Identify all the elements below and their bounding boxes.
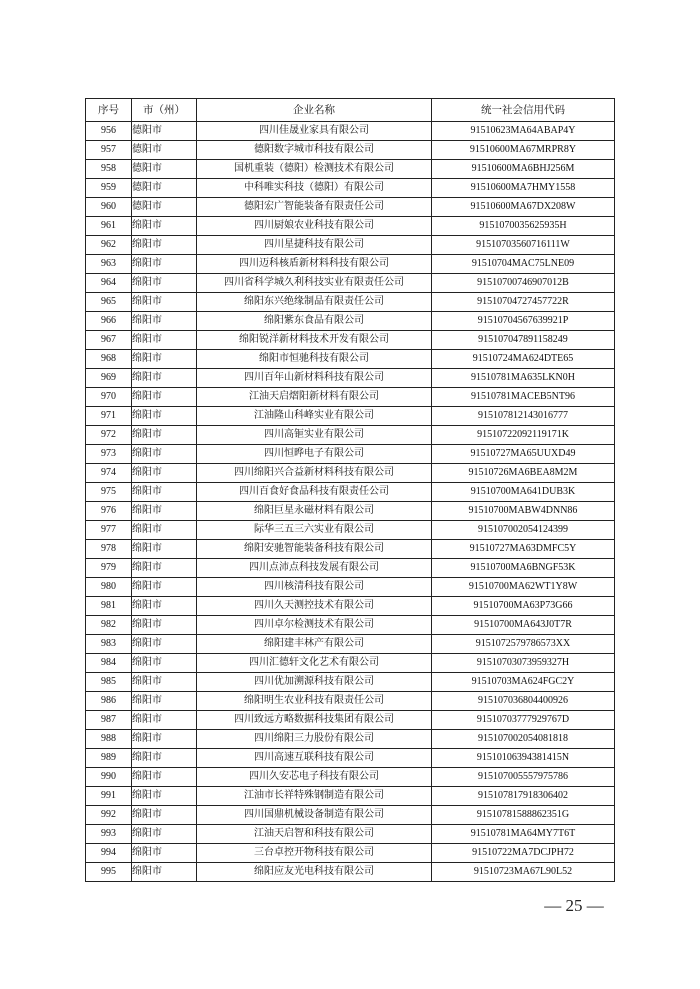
row-city: 绵阳市 [132, 274, 197, 293]
row-city: 绵阳市 [132, 502, 197, 521]
row-credit-code: 91510700MA6BNGF53K [432, 559, 615, 578]
row-city: 绵阳市 [132, 806, 197, 825]
row-city: 绵阳市 [132, 331, 197, 350]
table-row [86, 616, 615, 635]
row-company-name: 德阳宏广智能装备有限责任公司 [197, 198, 432, 217]
header-row [86, 99, 615, 122]
row-city: 德阳市 [132, 160, 197, 179]
header-credit-code: 统一社会信用代码 [432, 99, 615, 122]
table-header [86, 99, 615, 122]
row-company-name: 国机重装（德阳）检测技术有限公司 [197, 160, 432, 179]
header-company-name: 企业名称 [197, 99, 432, 122]
row-seq: 968 [86, 350, 132, 369]
table-row [86, 825, 615, 844]
table-row [86, 749, 615, 768]
table-row [86, 597, 615, 616]
row-seq: 956 [86, 122, 132, 141]
table-row [86, 464, 615, 483]
row-credit-code: 91510727MA63DMFC5Y [432, 540, 615, 559]
table-row [86, 388, 615, 407]
row-company-name: 四川高钷实业有限公司 [197, 426, 432, 445]
row-company-name: 绵阳巨星永磁材料有限公司 [197, 502, 432, 521]
row-company-name: 绵阳建丰林产有限公司 [197, 635, 432, 654]
row-credit-code: 91510703073959327H [432, 654, 615, 673]
row-seq: 992 [86, 806, 132, 825]
row-credit-code: 915107002054081818 [432, 730, 615, 749]
table-row [86, 160, 615, 179]
row-company-name: 四川佳晟业家具有限公司 [197, 122, 432, 141]
row-credit-code: 91510600MA67MRPR8Y [432, 141, 615, 160]
row-seq: 977 [86, 521, 132, 540]
table-row [86, 844, 615, 863]
row-credit-code: 91510703MA624FGC2Y [432, 673, 615, 692]
table-row [86, 293, 615, 312]
row-company-name: 四川核清科技有限公司 [197, 578, 432, 597]
row-city: 绵阳市 [132, 312, 197, 331]
row-seq: 966 [86, 312, 132, 331]
row-seq: 974 [86, 464, 132, 483]
table-row [86, 540, 615, 559]
row-company-name: 江油天启熠阳新材料有限公司 [197, 388, 432, 407]
row-credit-code: 915107036804400926 [432, 692, 615, 711]
row-seq: 973 [86, 445, 132, 464]
row-company-name: 德阳数字城市科技有限公司 [197, 141, 432, 160]
row-seq: 972 [86, 426, 132, 445]
row-city: 绵阳市 [132, 635, 197, 654]
row-city: 绵阳市 [132, 578, 197, 597]
table-row [86, 768, 615, 787]
row-seq: 963 [86, 255, 132, 274]
row-company-name: 三台卓控开物科技有限公司 [197, 844, 432, 863]
row-city: 德阳市 [132, 141, 197, 160]
row-credit-code: 915107812143016777 [432, 407, 615, 426]
table-row [86, 787, 615, 806]
table-row [86, 559, 615, 578]
table-row [86, 483, 615, 502]
row-seq: 984 [86, 654, 132, 673]
row-city: 绵阳市 [132, 350, 197, 369]
row-seq: 960 [86, 198, 132, 217]
enterprise-table [85, 98, 615, 882]
row-city: 德阳市 [132, 198, 197, 217]
row-credit-code: 91510722092119171K [432, 426, 615, 445]
row-company-name: 四川久天测控技术有限公司 [197, 597, 432, 616]
table-row [86, 426, 615, 445]
row-seq: 979 [86, 559, 132, 578]
row-company-name: 四川国鼎机械设备制造有限公司 [197, 806, 432, 825]
row-credit-code: 915107002054124399 [432, 521, 615, 540]
table-row [86, 654, 615, 673]
header-city: 市（州） [132, 99, 197, 122]
row-company-name: 际华三五三六实业有限公司 [197, 521, 432, 540]
table-row [86, 673, 615, 692]
row-city: 绵阳市 [132, 768, 197, 787]
row-city: 绵阳市 [132, 464, 197, 483]
row-city: 绵阳市 [132, 597, 197, 616]
row-company-name: 四川卓尔检测技术有限公司 [197, 616, 432, 635]
row-company-name: 江油市长祥特殊钢制造有限公司 [197, 787, 432, 806]
row-seq: 957 [86, 141, 132, 160]
row-seq: 987 [86, 711, 132, 730]
row-seq: 991 [86, 787, 132, 806]
table-row [86, 274, 615, 293]
table-row [86, 730, 615, 749]
table-row [86, 711, 615, 730]
row-seq: 982 [86, 616, 132, 635]
row-credit-code: 91510726MA6BEA8M2M [432, 464, 615, 483]
table-row [86, 578, 615, 597]
row-company-name: 绵阳安驰智能装备科技有限公司 [197, 540, 432, 559]
row-company-name: 四川致远方略数据科技集团有限公司 [197, 711, 432, 730]
row-credit-code: 91510704567639921P [432, 312, 615, 331]
row-credit-code: 91510704727457722R [432, 293, 615, 312]
row-city: 绵阳市 [132, 369, 197, 388]
table-row [86, 331, 615, 350]
row-city: 绵阳市 [132, 730, 197, 749]
table-row [86, 521, 615, 540]
row-seq: 971 [86, 407, 132, 426]
row-city: 绵阳市 [132, 540, 197, 559]
table-row [86, 179, 615, 198]
row-credit-code: 9151072579786573XX [432, 635, 615, 654]
table-row [86, 407, 615, 426]
row-credit-code: 91510700MA643J0T7R [432, 616, 615, 635]
table-row [86, 312, 615, 331]
row-credit-code: 91510600MA6BHJ256M [432, 160, 615, 179]
row-city: 德阳市 [132, 122, 197, 141]
row-company-name: 四川点沛点科技发展有限公司 [197, 559, 432, 578]
row-city: 绵阳市 [132, 255, 197, 274]
row-seq: 970 [86, 388, 132, 407]
row-company-name: 四川绵阳兴合益新材料科技有限公司 [197, 464, 432, 483]
row-credit-code: 91510724MA624DTE65 [432, 350, 615, 369]
row-company-name: 江油隆山科峰实业有限公司 [197, 407, 432, 426]
row-seq: 990 [86, 768, 132, 787]
table-row [86, 369, 615, 388]
row-company-name: 四川优加溯源科技有限公司 [197, 673, 432, 692]
row-city: 绵阳市 [132, 426, 197, 445]
row-city: 绵阳市 [132, 749, 197, 768]
row-seq: 989 [86, 749, 132, 768]
row-company-name: 四川星捷科技有限公司 [197, 236, 432, 255]
row-credit-code: 9151070035625935H [432, 217, 615, 236]
row-seq: 988 [86, 730, 132, 749]
row-company-name: 四川厨娘农业科技有限公司 [197, 217, 432, 236]
row-seq: 964 [86, 274, 132, 293]
page-number: — 25 — [544, 896, 604, 915]
row-credit-code: 915107817918306402 [432, 787, 615, 806]
row-credit-code: 91510703560716111W [432, 236, 615, 255]
row-credit-code: 915107047891158249 [432, 331, 615, 350]
row-credit-code: 91510781MA64MY7T6T [432, 825, 615, 844]
row-credit-code: 91510723MA67L90L52 [432, 863, 615, 882]
table-row [86, 350, 615, 369]
table-row [86, 692, 615, 711]
row-company-name: 绵阳紫东食品有限公司 [197, 312, 432, 331]
row-credit-code: 91510781MACEB5NT96 [432, 388, 615, 407]
table-row [86, 141, 615, 160]
row-seq: 958 [86, 160, 132, 179]
row-seq: 995 [86, 863, 132, 882]
row-seq: 981 [86, 597, 132, 616]
row-city: 绵阳市 [132, 293, 197, 312]
row-credit-code: 91510623MA64ABAP4Y [432, 122, 615, 141]
row-seq: 976 [86, 502, 132, 521]
table-row [86, 236, 615, 255]
row-credit-code: 91510600MA67DX208W [432, 198, 615, 217]
row-company-name: 四川汇德轩文化艺术有限公司 [197, 654, 432, 673]
table-row [86, 255, 615, 274]
row-credit-code: 91510781588862351G [432, 806, 615, 825]
row-city: 绵阳市 [132, 825, 197, 844]
row-company-name: 四川绵阳三力股份有限公司 [197, 730, 432, 749]
row-city: 绵阳市 [132, 787, 197, 806]
row-company-name: 四川迈科核盾新材料科技有限公司 [197, 255, 432, 274]
row-seq: 965 [86, 293, 132, 312]
row-credit-code: 91510106394381415N [432, 749, 615, 768]
row-credit-code: 91510700MABW4DNN86 [432, 502, 615, 521]
row-credit-code: 91510700MA62WT1Y8W [432, 578, 615, 597]
row-seq: 986 [86, 692, 132, 711]
row-company-name: 四川久安芯电子科技有限公司 [197, 768, 432, 787]
row-company-name: 四川高速互联科技有限公司 [197, 749, 432, 768]
row-credit-code: 91510700MA63P73G66 [432, 597, 615, 616]
row-seq: 967 [86, 331, 132, 350]
row-credit-code: 91510704MAC75LNE09 [432, 255, 615, 274]
row-city: 绵阳市 [132, 654, 197, 673]
row-seq: 983 [86, 635, 132, 654]
row-credit-code: 91510703777929767D [432, 711, 615, 730]
row-city: 绵阳市 [132, 483, 197, 502]
row-company-name: 四川恒晔电子有限公司 [197, 445, 432, 464]
table-row [86, 122, 615, 141]
row-company-name: 绵阳明生农业科技有限责任公司 [197, 692, 432, 711]
row-credit-code: 91510727MA65UUXD49 [432, 445, 615, 464]
table-row [86, 502, 615, 521]
row-company-name: 四川百食好食品科技有限责任公司 [197, 483, 432, 502]
row-city: 德阳市 [132, 179, 197, 198]
table-row [86, 863, 615, 882]
row-seq: 969 [86, 369, 132, 388]
row-seq: 962 [86, 236, 132, 255]
row-seq: 975 [86, 483, 132, 502]
row-seq: 961 [86, 217, 132, 236]
row-city: 绵阳市 [132, 616, 197, 635]
table-row [86, 445, 615, 464]
row-city: 绵阳市 [132, 445, 197, 464]
header-seq: 序号 [86, 99, 132, 122]
row-city: 绵阳市 [132, 863, 197, 882]
row-seq: 978 [86, 540, 132, 559]
row-city: 绵阳市 [132, 844, 197, 863]
row-company-name: 江油天启智和科技有限公司 [197, 825, 432, 844]
row-company-name: 绵阳应友光电科技有限公司 [197, 863, 432, 882]
row-company-name: 中科唯实科技（德阳）有限公司 [197, 179, 432, 198]
row-seq: 994 [86, 844, 132, 863]
row-city: 绵阳市 [132, 711, 197, 730]
table-row [86, 217, 615, 236]
row-city: 绵阳市 [132, 673, 197, 692]
row-credit-code: 91510600MA7HMY1558 [432, 179, 615, 198]
table-row [86, 635, 615, 654]
row-seq: 993 [86, 825, 132, 844]
row-company-name: 绵阳东兴绝缘制品有限责任公司 [197, 293, 432, 312]
row-city: 绵阳市 [132, 236, 197, 255]
table-row [86, 806, 615, 825]
row-city: 绵阳市 [132, 407, 197, 426]
row-credit-code: 915107005557975786 [432, 768, 615, 787]
row-city: 绵阳市 [132, 217, 197, 236]
row-city: 绵阳市 [132, 559, 197, 578]
row-credit-code: 91510722MA7DCJPH72 [432, 844, 615, 863]
row-seq: 985 [86, 673, 132, 692]
row-city: 绵阳市 [132, 521, 197, 540]
row-company-name: 绵阳锐洋新材料技术开发有限公司 [197, 331, 432, 350]
row-credit-code: 91510781MA635LKN0H [432, 369, 615, 388]
row-city: 绵阳市 [132, 388, 197, 407]
row-company-name: 绵阳市恒驰科技有限公司 [197, 350, 432, 369]
row-credit-code: 91510700MA641DUB3K [432, 483, 615, 502]
row-seq: 980 [86, 578, 132, 597]
table-body [86, 122, 615, 882]
row-seq: 959 [86, 179, 132, 198]
row-company-name: 四川省科学城久利科技实业有限责任公司 [197, 274, 432, 293]
row-city: 绵阳市 [132, 692, 197, 711]
row-company-name: 四川百年山新材料科技有限公司 [197, 369, 432, 388]
row-credit-code: 91510700746907012B [432, 274, 615, 293]
table-row [86, 198, 615, 217]
